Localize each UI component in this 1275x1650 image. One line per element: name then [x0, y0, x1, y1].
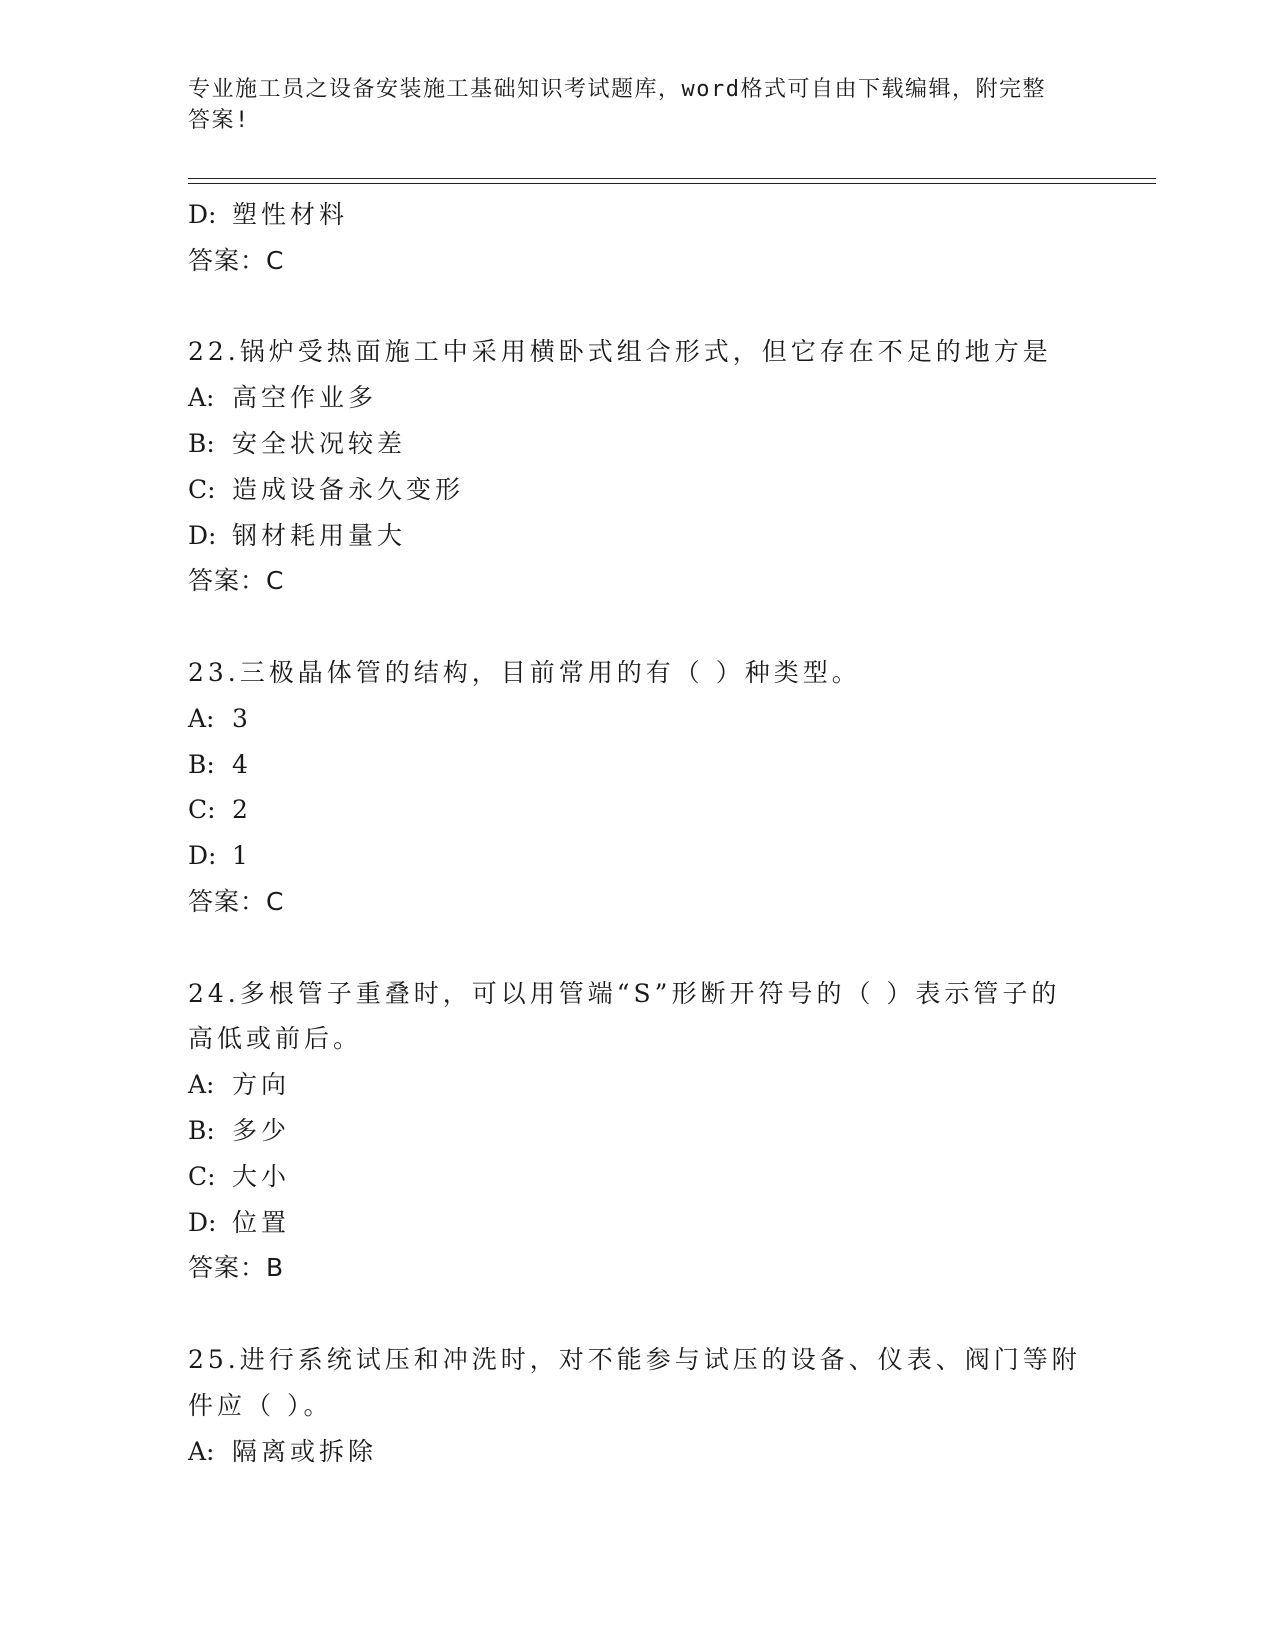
correct-answer: 答案：C — [188, 566, 285, 596]
option-letter: D: — [188, 520, 217, 550]
option-text: 3 — [232, 703, 252, 733]
option-text: 高空作业多 — [232, 383, 378, 413]
answer-option — [188, 833, 1088, 879]
answer-option — [188, 421, 1088, 467]
answer-option — [188, 696, 1088, 742]
spacer — [188, 604, 1088, 650]
option-text: 方向 — [232, 1070, 291, 1100]
answer-option — [188, 1154, 1088, 1200]
question-list — [188, 192, 1088, 1474]
answer-option — [188, 787, 1088, 833]
answer-option — [188, 742, 1088, 788]
answer-option — [188, 192, 1088, 238]
spacer — [188, 925, 1088, 971]
answer-option — [188, 1062, 1088, 1108]
option-text: 位置 — [232, 1207, 291, 1237]
spacer — [188, 1291, 1088, 1337]
answer-option — [188, 467, 1088, 513]
option-text: 钢材耗用量大 — [232, 520, 407, 550]
spacer — [188, 284, 1088, 330]
option-text: 造成设备永久变形 — [232, 474, 465, 504]
answer-option — [188, 375, 1088, 421]
correct-answer: 答案：B — [188, 1253, 285, 1283]
option-letter: C: — [188, 474, 216, 504]
option-text: 多少 — [232, 1115, 291, 1145]
option-letter: A: — [188, 703, 215, 733]
option-letter: A: — [188, 1436, 215, 1466]
option-letter: C: — [188, 1161, 216, 1191]
answer-option — [188, 1429, 1088, 1475]
question-stem: 25.进行系统试压和冲洗时，对不能参与试压的设备、仪表、阀门等附件应（ ）。 — [188, 1344, 1081, 1420]
option-letter: D: — [188, 200, 217, 229]
option-text: 2 — [232, 795, 252, 825]
option-text: 4 — [232, 749, 252, 779]
option-letter: B: — [188, 1115, 215, 1145]
option-letter: D: — [188, 1207, 217, 1237]
option-text: 安全状况较差 — [232, 428, 407, 458]
option-letter: D: — [188, 841, 217, 871]
answer-option — [188, 513, 1088, 559]
option-text: 塑性材料 — [232, 200, 349, 229]
option-letter: B: — [188, 428, 215, 458]
answer-option — [188, 1108, 1088, 1154]
answer-option — [188, 1200, 1088, 1246]
option-letter: B: — [188, 749, 215, 779]
option-text: 大小 — [232, 1161, 291, 1191]
correct-answer: 答案：C — [188, 245, 285, 275]
question-stem: 22.锅炉受热面施工中采用横卧式组合形式，但它存在不足的地方是 — [188, 337, 1052, 367]
option-text: 隔离或拆除 — [232, 1436, 378, 1466]
header-divider-bottom — [188, 183, 1156, 184]
question-stem: 24.多根管子重叠时，可以用管端“S”形断开符号的（ ）表示管子的高低或前后。 — [188, 978, 1061, 1054]
document-header: 专业施工员之设备安装施工基础知识考试题库，word格式可自由下载编辑，附完整答案! — [188, 77, 1046, 133]
correct-answer: 答案：C — [188, 886, 285, 916]
option-letter: A: — [188, 383, 215, 413]
option-letter: C: — [188, 795, 216, 825]
option-text: 1 — [232, 841, 252, 871]
option-letter: A: — [188, 1070, 215, 1100]
header-divider-top — [188, 178, 1156, 179]
question-stem: 23.三极晶体管的结构，目前常用的有（ ）种类型。 — [188, 657, 861, 687]
